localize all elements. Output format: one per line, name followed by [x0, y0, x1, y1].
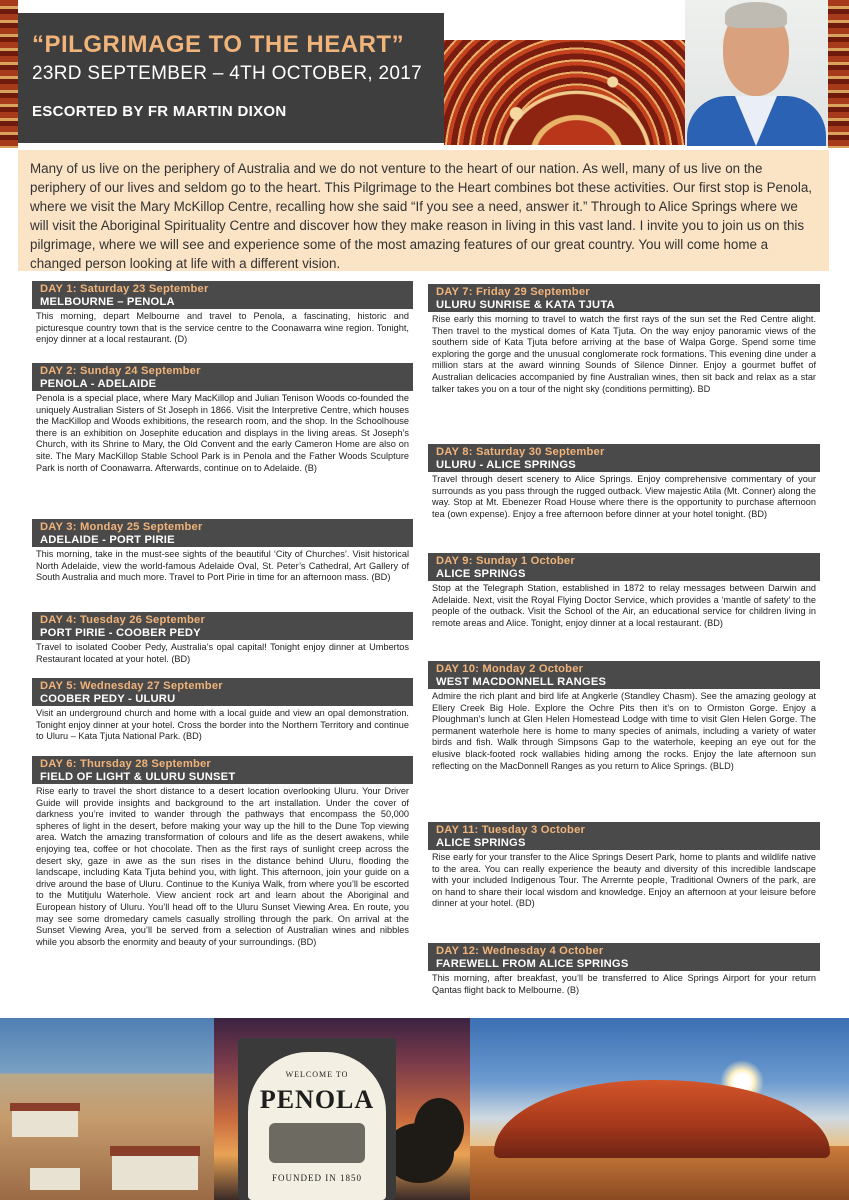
- day-route: FIELD OF LIGHT & ULURU SUNSET: [40, 770, 236, 783]
- day-description: Rise early to travel the short distance to a desert location overlooking Uluru. Your Driver Guide will provide insights and background to the art installation. Under the cover of darkness you’re invited to wander through the pathways that encompass the 50,000 spheres of light in the desert, before making your way up the hill to the Dune Top viewing area. Watch the amazing transformation of colours and life as the desert awakens, while enjoying tea, coffee or hot chocolate. Then as the first rays of sunlight creep across the desert sky, gaze in awe as the sun rises in the distance behind Uluru, flooding the landscape, including Kata Tjuta behind you, with light. This afternoon, join your guide on a drive around the base of Uluru. Continue to the Kuniya Walk, from where you’ll be escorted to the Mutitjulu Waterhole. View ancient rock art and learn about the Aboriginal and European history of Uluru. You’ll head off to the Uluru Sunset Viewing Area. En route, you may see some dromedary camels casually strolling through the park. On arrival at the Sunset Viewing Area, you’ll be served from a selection of Australian wines and nibbles while you absorb the enormity and beauty of your surroundings. (BD): [36, 786, 409, 947]
- day-heading: [428, 553, 820, 581]
- day-heading: [428, 661, 820, 689]
- brochure-title: “PILGRIMAGE TO THE HEART”: [32, 31, 405, 58]
- sign-welcome-text: WELCOME TO: [285, 1070, 349, 1079]
- day-route: COOBER PEDY - ULURU: [40, 692, 176, 705]
- day-title: DAY 2: Sunday 24 September: [40, 365, 201, 377]
- uluru-rock: [494, 1080, 830, 1158]
- day-title: DAY 9: Sunday 1 October: [436, 555, 575, 567]
- day-route: PENOLA - ADELAIDE: [40, 377, 157, 390]
- day-route: ADELAIDE - PORT PIRIE: [40, 533, 175, 546]
- itinerary-day-4: [32, 612, 413, 665]
- brochure-header: [0, 0, 849, 148]
- escort-portrait-photo: [685, 0, 828, 146]
- day-description: Admire the rich plant and bird life at Angkerle (Standley Chasm). See the amazing geology at Ellery Creek Big Hole. Explore the Ochre Pits then it’s on to Ormiston Gorge. Enjoy a Ploughman’s lunch at Glen Helen Homestead Lodge with time to visit Glen Helen Gorge. The permanent waterhole here is home to many species of animals, including a variety of water birds and fish. Walk through Simpsons Gap to the waterhole, keeping an eye out for the elusive black-footed rock wallabies hiding among the rocks. Enjoy the late afternoon sun reflecting on the MacDonnell Ranges as you return to Alice Springs. (BLD): [432, 691, 816, 771]
- sign-relief-figures: [269, 1123, 365, 1163]
- day-heading: [428, 284, 820, 312]
- day-heading: [32, 281, 413, 309]
- title-box: [18, 13, 444, 143]
- day-description: Stop at the Telegraph Station, established in 1872 to relay messages between Darwin and Adelaide. Next, visit the Royal Flying Doctor Service, which provides a ‘mantle of safety’ to the people of the outback. Visit the School of the Air, an educational service for children living in remote areas and Alice. Tonight, enjoy dinner at a local restaurant. (BD): [432, 583, 816, 628]
- day-title: DAY 8: Saturday 30 September: [436, 446, 605, 458]
- escort-line: ESCORTED BY FR MARTIN DIXON: [32, 103, 287, 120]
- day-heading: [428, 822, 820, 850]
- day-route: PORT PIRIE - COOBER PEDY: [40, 626, 201, 639]
- day-route: ULURU - ALICE SPRINGS: [436, 458, 576, 471]
- day-heading: [32, 363, 413, 391]
- day-route: WEST MACDONNELL RANGES: [436, 675, 607, 688]
- day-heading: [428, 943, 820, 971]
- day-title: DAY 7: Friday 29 September: [436, 286, 590, 298]
- day-title: DAY 4: Tuesday 26 September: [40, 614, 205, 626]
- coober-pedy-town-photo: [0, 1018, 214, 1200]
- day-description: This morning, after breakfast, you’ll be transferred to Alice Springs Airport for your return Qantas flight back to Melbourne. (B): [432, 973, 816, 995]
- day-title: DAY 3: Monday 25 September: [40, 521, 203, 533]
- day-title: DAY 6: Thursday 28 September: [40, 758, 211, 770]
- day-title: DAY 11: Tuesday 3 October: [436, 824, 586, 836]
- day-route: ALICE SPRINGS: [436, 836, 526, 849]
- day-description: This morning, depart Melbourne and travel to Penola, a fascinating, historic and picturesque country town that is the service centre to the Coonawarra wine region. Tonight, enjoy dinner at a local restaurant. (D): [36, 311, 409, 345]
- aboriginal-art-border-left: [0, 0, 18, 148]
- itinerary-day-11: [428, 822, 820, 910]
- day-description: Rise early this morning to travel to watch the first rays of the sun set the Red Centre alight. Then travel to the mystical domes of Kata Tjuta. On the way enjoy panoramic views of the southern side of Kata Tjuta before arriving at the base of Walpa Gorge. Spend some time exploring the gorge and the unusual conglomerate rock formations. This evening dine under a million stars at the award winning Sounds of Silence Dinner. Enjoy a gourmet buffet of Australian delicacies accompanied by fine Australian wines, then sit back and relax as a star talker takes you on a tour of the night sky (conditions permitting). BD: [432, 314, 816, 394]
- intro-paragraph: Many of us live on the periphery of Australia and we do not venture to the heart of our nation. As well, many of us live on the periphery of our lives and seldom go to the heart. This Pilgrimage to the Heart combines bot these activities. Our first stop is Penola, where we visit the Mary McKillop Centre, recalling how she said “If you see a need, answer it.” Through to Alice Springs where we will visit the Aboriginal Spirituality Centre and discover how they make reason in living in this vast land. I invite you to join us on this pilgrimage, where we will see and experience some of the most amazing features of our great country. You will come home a changed person looking at life with a different vision.: [18, 150, 829, 271]
- day-title: DAY 10: Monday 2 October: [436, 663, 584, 675]
- day-description: Rise early for your transfer to the Alice Springs Desert Park, home to plants and wildlife native to the area. You can really experience the beauty and diversity of this incredible landscape with your included Indigenous Tour. The Arrernte people, Traditional Owners of the park, are on hand to share their local wisdom and knowledge. Enjoy an afternoon at your leisure before dinner at your hotel. (BD): [432, 852, 816, 909]
- penola-sign-photo: [214, 1018, 470, 1200]
- day-route: FAREWELL FROM ALICE SPRINGS: [436, 957, 629, 970]
- itinerary-day-1: [32, 281, 413, 346]
- itinerary-day-3: [32, 519, 413, 584]
- day-description: Visit an underground church and home with a local guide and view an opal demonstration. Tonight enjoy dinner at your hotel. Cross the border into the Northern Territory and continue to Uluru – Kata Tjuta National Park. (BD): [36, 708, 409, 742]
- day-heading: [32, 756, 413, 784]
- tour-dates: 23RD SEPTEMBER – 4TH OCTOBER, 2017: [32, 63, 422, 84]
- day-description: This morning, take in the must-see sights of the beautiful ‘City of Churches’. Visit historical North Adelaide, view the world-famous Adelaide Oval, St. Peter’s Cathedral, Art Gallery of South Australia and much more. Travel to Port Pirie in time for an afternoon mass. (BD): [36, 549, 409, 583]
- day-heading: [428, 444, 820, 472]
- sign-town-name: PENOLA: [259, 1085, 375, 1114]
- day-title: DAY 12: Wednesday 4 October: [436, 945, 604, 957]
- day-title: DAY 1: Saturday 23 September: [40, 283, 209, 295]
- day-title: DAY 5: Wednesday 27 September: [40, 680, 223, 692]
- aboriginal-art-border-right: [828, 0, 849, 148]
- itinerary-day-7: [428, 284, 820, 395]
- itinerary-day-10: [428, 661, 820, 772]
- itinerary-day-12: [428, 943, 820, 996]
- day-heading: [32, 678, 413, 706]
- itinerary-day-6: [32, 756, 413, 948]
- aboriginal-art-image: [444, 40, 685, 145]
- uluru-photo: [470, 1018, 849, 1200]
- itinerary-day-8: [428, 444, 820, 520]
- itinerary-day-2: [32, 363, 413, 474]
- itinerary-day-5: [32, 678, 413, 743]
- day-heading: [32, 519, 413, 547]
- day-heading: [32, 612, 413, 640]
- itinerary-day-9: [428, 553, 820, 629]
- day-route: MELBOURNE – PENOLA: [40, 295, 175, 308]
- day-route: ULURU SUNRISE & KATA TJUTA: [436, 298, 615, 311]
- penola-welcome-sign: [238, 1038, 396, 1200]
- day-description: Travel to isolated Coober Pedy, Australia’s opal capital! Tonight enjoy dinner at Umbertos Restaurant located at your hotel. (BD): [36, 642, 409, 664]
- sign-founded-text: FOUNDED IN 1850: [272, 1173, 362, 1183]
- day-route: ALICE SPRINGS: [436, 567, 526, 580]
- day-description: Travel through desert scenery to Alice Springs. Enjoy comprehensive commentary of your surrounds as you pass through the rugged outback. View majestic Atila (Mt. Conner) along the way. Stop at Mt. Ebenezer Road House where there is the opportunity to purchase afternoon tea (own expense). Enjoy a free afternoon before dinner at your hotel tonight. (BD): [432, 474, 816, 519]
- day-description: Penola is a special place, where Mary MacKillop and Julian Tenison Woods co-founded the uniquely Australian Sisters of St Joseph in 1866. Visit the Interpretive Centre, which houses the MacKillop and Woods exhibitions, the research room, and the shop. In the Schoolhouse there is an exhibition on Josephite education and displays in the living areas. St Joseph’s Church, with its Shrine to Mary, the Old Convent and the early Cameron Home are also on site. The Mary MacKillop Stable School Park is in Penola and the Father Woods Sculpture Park is north of Coonawarra. Afterwards, continue on to Adelaide. (B): [36, 393, 409, 473]
